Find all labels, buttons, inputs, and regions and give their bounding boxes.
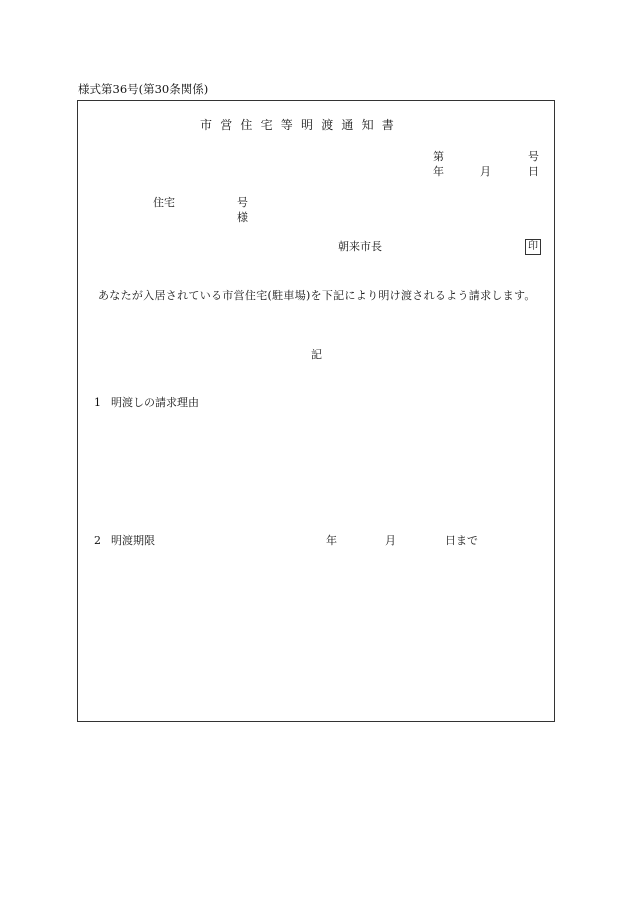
notice-body-text: あなたが入居されている市営住宅(駐車場)を下記により明け渡されるよう請求します。 [98,289,536,302]
form-number-label: 様式第36号(第30条関係) [78,82,209,96]
number-suffix: 号 [528,150,539,163]
deadline-day-label: 日まで [445,534,478,547]
form-frame [77,100,555,722]
date-month-label: 月 [480,165,491,178]
recipient-number-label: 号 [237,196,248,209]
deadline-month-label: 月 [385,534,396,547]
deadline-year-label: 年 [326,534,337,547]
item2-number: 2 [94,534,101,547]
number-prefix: 第 [433,150,444,163]
seal-mark: 印 [525,239,541,255]
issuer-title: 朝来市長 [338,240,382,253]
ki-label: 記 [311,348,322,361]
date-day-label: 日 [528,165,539,178]
recipient-honorific: 様 [237,211,248,224]
item2-label: 明渡期限 [111,534,155,547]
date-year-label: 年 [433,165,444,178]
item1-number: 1 [94,396,101,409]
recipient-housing-label: 住宅 [153,196,175,209]
document-title: 市営住宅等明渡通知書 [200,118,403,132]
item1-label: 明渡しの請求理由 [111,396,199,409]
